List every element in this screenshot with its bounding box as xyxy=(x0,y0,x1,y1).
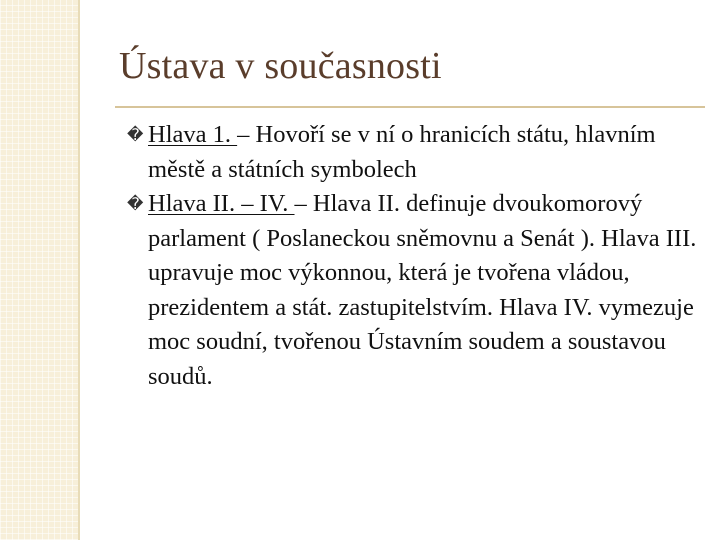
bullet-term: Hlava 1. xyxy=(148,121,238,148)
bullet-icon: � xyxy=(127,194,144,213)
title-divider xyxy=(115,106,705,108)
slide-body xyxy=(127,118,707,394)
decorative-sidebar xyxy=(0,0,78,540)
bullet-item xyxy=(127,118,707,187)
sidebar-edge-line xyxy=(78,0,80,540)
bullet-icon: � xyxy=(127,125,144,144)
bullet-text: – Hovoří se v ní o hranicích státu, hlavním městě a státních symbolech xyxy=(148,121,656,183)
bullet-text: – Hlava II. definuje dvoukomorový parlament ( Poslaneckou sněmovnu a Senát ). Hlava III. upravuje moc výkonnou, která je tvořena vládou, prezidentem a stát. zastupitelstvím. Hlava IV. vymezuje moc soudní, tvořenou Ústavním soudem a soustavou soudů. xyxy=(148,190,697,390)
slide-title: Ústava v současnosti xyxy=(119,45,442,87)
bullet-item xyxy=(127,187,707,394)
bullet-term: Hlava II. – IV. xyxy=(148,190,295,217)
